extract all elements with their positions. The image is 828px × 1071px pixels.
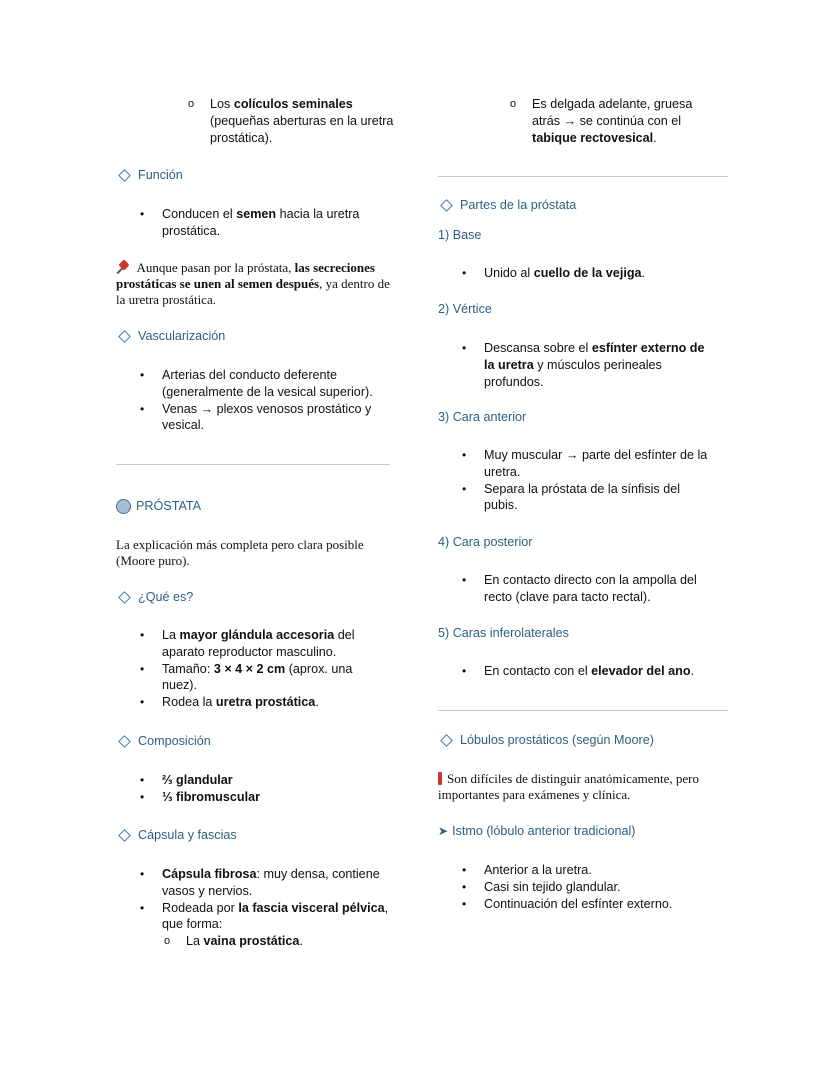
diamond-icon xyxy=(440,734,453,747)
section-heading-que-es: ¿Qué es? xyxy=(116,589,193,605)
bullet-icon: • xyxy=(140,900,145,915)
note-paragraph: Son difíciles de distinguir anatómicamente, pero importantes para exámenes y clínica. xyxy=(438,771,699,802)
arrowhead-icon: ➤ xyxy=(438,824,449,838)
bullet-icon: • xyxy=(140,867,145,881)
list-item: • Venas → plexos venosos prostático y vesical. xyxy=(140,401,372,433)
list-item: • La mayor glándula accesoria del aparato reproductor masculino. xyxy=(140,628,355,659)
bullet-icon: • xyxy=(462,863,467,877)
bullet-icon: • xyxy=(462,266,467,280)
section-heading-prostata: PRÓSTATA xyxy=(116,498,201,514)
list-item: • Continuación del esfínter externo. xyxy=(462,896,673,911)
diamond-icon xyxy=(118,330,131,343)
bullet-icon: • xyxy=(462,481,467,496)
divider xyxy=(438,710,728,711)
list-item: • Unido al cuello de la vejiga. xyxy=(462,266,646,280)
list-item: • Tamaño: 3 × 4 × 2 cm (aprox. una nuez). xyxy=(140,661,353,693)
list-item: • ⅓ fibromuscular xyxy=(140,789,260,804)
hollow-bullet-icon: o xyxy=(164,935,171,948)
section-heading-lobulos: Lóbulos prostáticos (según Moore) xyxy=(438,732,654,748)
list-item: • Conducen el semen hacia la uretra prostática. xyxy=(140,207,360,238)
section-heading-composicion: Composición xyxy=(116,733,211,749)
bullet-icon: • xyxy=(140,789,145,804)
list-item: • En contacto directo con la ampolla del recto (clave para tacto rectal). xyxy=(462,573,697,604)
list-item: • ⅔ glandular xyxy=(140,773,233,787)
divider xyxy=(438,176,728,177)
list-item: • Casi sin tejido glandular. xyxy=(462,879,621,894)
section-heading-vascularizacion: Vascularización xyxy=(116,328,225,344)
circle-icon xyxy=(116,499,131,514)
bullet-list xyxy=(462,862,722,912)
hollow-bullet-icon: o xyxy=(188,98,195,110)
bullet-icon: • xyxy=(140,368,145,382)
bullet-list xyxy=(140,367,390,434)
section-heading-capsula: Cápsula y fascias xyxy=(116,827,237,843)
bullet-icon: • xyxy=(140,628,145,642)
bullet-icon: • xyxy=(140,773,145,787)
diamond-icon xyxy=(118,169,131,182)
list-item: • Arterias del conducto deferente (generalmente de la vesical superior). xyxy=(140,368,373,399)
bullet-icon: • xyxy=(462,896,467,911)
diamond-icon xyxy=(118,829,131,842)
sub-list-item: o La vaina prostática. xyxy=(164,934,303,949)
subheading-vertice: 2) Vértice xyxy=(438,302,492,316)
bullet-icon: • xyxy=(140,401,145,416)
subheading-base: 1) Base xyxy=(438,228,482,242)
bullet-list xyxy=(140,627,390,711)
subheading-caras-inferolaterales: 5) Caras inferolaterales xyxy=(438,626,569,640)
list-item: • En contacto con el elevador del ano. xyxy=(462,664,695,678)
section-heading-partes: Partes de la próstata xyxy=(438,197,576,213)
list-item: • Separa la próstata de la sínfisis del pubis. xyxy=(462,481,681,513)
bullet-icon: • xyxy=(140,661,145,676)
divider xyxy=(116,464,390,465)
bullet-icon: • xyxy=(462,448,467,462)
list-item: • Descansa sobre el esfínter externo de la uretra y músculos perineales profundos. xyxy=(462,341,705,389)
exclamation-icon xyxy=(438,772,442,785)
bullet-list xyxy=(140,866,394,950)
bullet-icon: • xyxy=(462,341,467,355)
list-item: • Cápsula fibrosa: muy densa, contiene vasos y nervios. xyxy=(140,867,380,898)
diamond-icon xyxy=(118,591,131,604)
bullet-list xyxy=(140,772,390,806)
bullet-list xyxy=(462,447,712,514)
list-item: o Los colículos seminales (pequeñas aberturas en la uretra prostática). xyxy=(188,97,394,145)
hollow-bullet-icon: o xyxy=(510,98,517,110)
list-item: • Rodeada por la fascia visceral pélvica, que forma: xyxy=(140,900,389,932)
bullet-icon: • xyxy=(462,879,467,894)
list-item: • Muy muscular → parte del esfínter de la uretra. xyxy=(462,448,708,479)
bullet-icon: • xyxy=(140,695,145,710)
list-item: o Es delgada adelante, gruesa atrás → se continúa con el tabique rectovesical. xyxy=(510,97,693,145)
bullet-icon: • xyxy=(462,573,467,587)
subheading-cara-anterior: 3) Cara anterior xyxy=(438,410,527,424)
subheading-istmo: ➤ Istmo (lóbulo anterior tradicional) xyxy=(438,824,636,838)
bullet-icon: • xyxy=(140,207,145,221)
list-item: • Anterior a la uretra. xyxy=(462,863,592,877)
intro-paragraph: La explicación más completa pero clara posible (Moore puro). xyxy=(116,537,364,568)
section-heading-funcion: Función xyxy=(116,167,183,183)
diamond-icon xyxy=(118,735,131,748)
diamond-icon xyxy=(440,199,453,212)
subheading-cara-posterior: 4) Cara posterior xyxy=(438,535,533,549)
pushpin-icon xyxy=(116,261,130,273)
note-paragraph: Aunque pasan por la próstata, las secreciones prostáticas se unen al semen después, ya dentro de la uretra prostática. xyxy=(116,260,390,307)
list-item: • Rodea la uretra prostática. xyxy=(140,695,319,710)
bullet-icon: • xyxy=(462,664,467,678)
